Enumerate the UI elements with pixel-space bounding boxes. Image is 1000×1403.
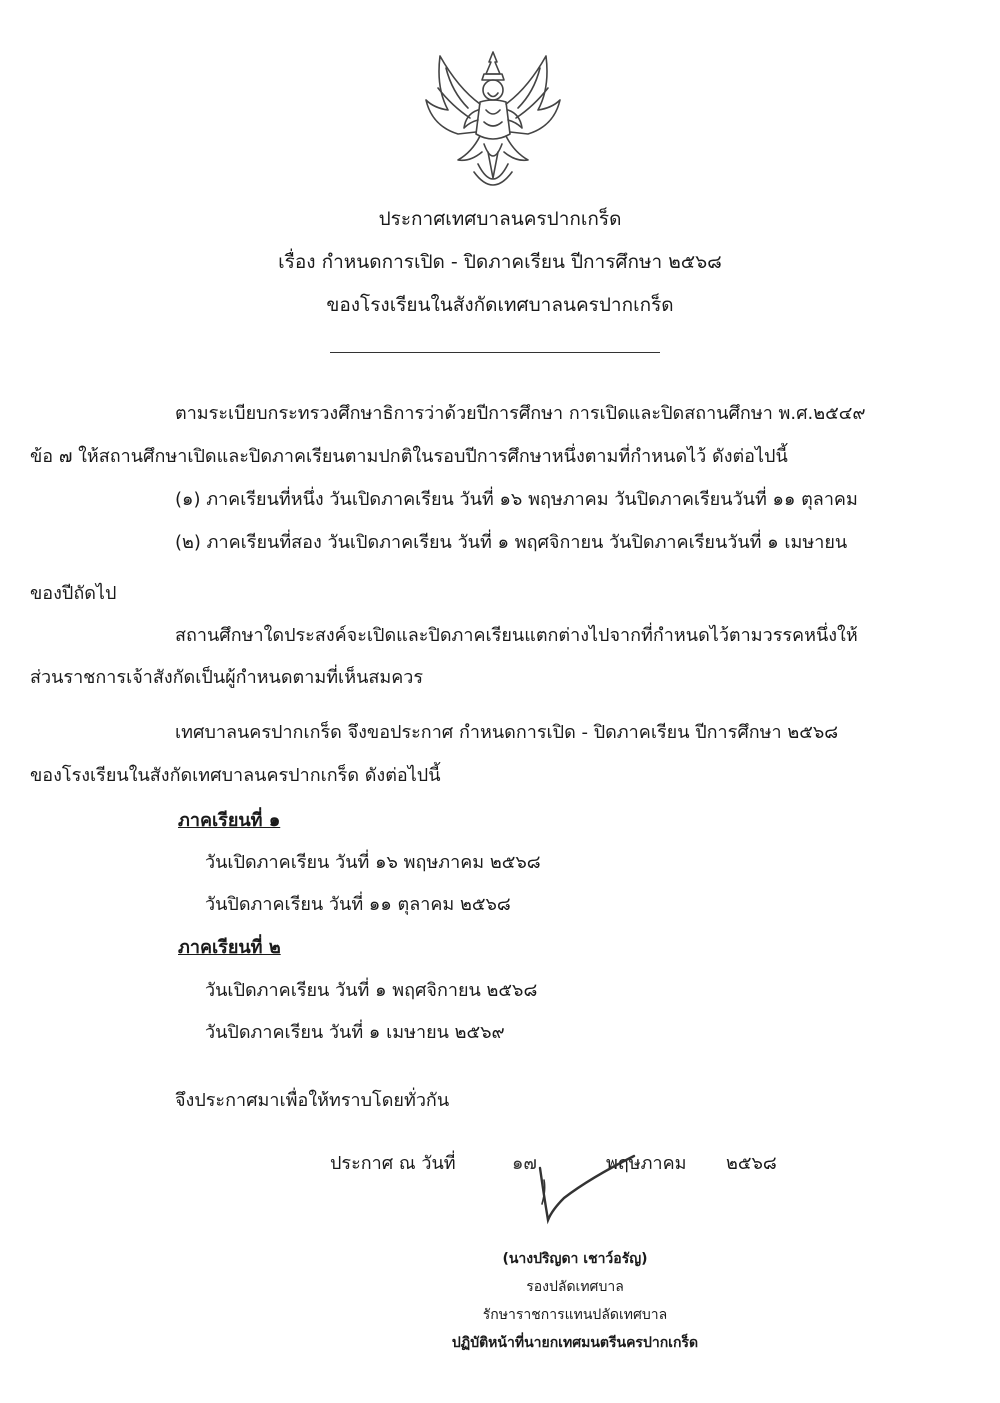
paragraph-2-line-2: ส่วนราชการเจ้าสังกัดเป็นผู้กำหนดตามที่เห็นสมควร bbox=[30, 667, 424, 688]
term-1-heading: ภาคเรียนที่ ๑ bbox=[178, 810, 281, 831]
term-rule-item-2: (๒) ภาคเรียนที่สอง วันเปิดภาคเรียน วันที่ ๑ พฤศจิกายน วันปิดภาคเรียนวันที่ ๑ เมษายน bbox=[175, 532, 848, 553]
paragraph-3-line-2: ของโรงเรียนในสังกัดเทศบาลนครปากเกร็ด ดังต่อไปนี้ bbox=[30, 765, 441, 786]
garuda-emblem-icon bbox=[418, 48, 568, 198]
announce-date-day: ๑๗ bbox=[512, 1153, 537, 1174]
term-rule-item-2-continued: ของปีถัดไป bbox=[30, 583, 117, 604]
title-line-1: ประกาศเทศบาลนครปากเกร็ด bbox=[378, 208, 622, 230]
title-line-3: ของโรงเรียนในสังกัดเทศบาลนครปากเกร็ด bbox=[326, 294, 674, 316]
announce-date-prefix: ประกาศ ณ วันที่ bbox=[330, 1153, 456, 1174]
paragraph-3-line-1: เทศบาลนครปากเกร็ด จึงขอประกาศ กำหนดการเปิด - ปิดภาคเรียน ปีการศึกษา ๒๕๖๘ bbox=[175, 722, 839, 743]
paragraph-1-line-2: ข้อ ๗ ให้สถานศึกษาเปิดและปิดภาคเรียนตามปกติในรอบปีการศึกษาหนึ่งตามที่กำหนดไว้ ดังต่อไปนี้ bbox=[30, 446, 788, 467]
signatory-position-1: รองปลัดเทศบาล bbox=[526, 1279, 624, 1295]
paragraph-2-line-1: สถานศึกษาใดประสงค์จะเปิดและปิดภาคเรียนแตกต่างไปจากที่กำหนดไว้ตามวรรคหนึ่งให้ bbox=[175, 625, 858, 646]
title-divider bbox=[330, 352, 660, 353]
signature-mark bbox=[530, 1150, 640, 1230]
paragraph-1-line-1: ตามระเบียบกระทรวงศึกษาธิการว่าด้วยปีการศึกษา การเปิดและปิดสถานศึกษา พ.ศ.๒๕๔๙ bbox=[175, 403, 866, 424]
term-rule-item-1: (๑) ภาคเรียนที่หนึ่ง วันเปิดภาคเรียน วันที่ ๑๖ พฤษภาคม วันปิดภาคเรียนวันที่ ๑๑ ตุลาคม bbox=[175, 489, 858, 510]
signatory-name: (นางปริญดา เชาว์อรัญ) bbox=[502, 1251, 648, 1267]
title-line-2: เรื่อง กำหนดการเปิด - ปิดภาคเรียน ปีการศึกษา ๒๕๖๘ bbox=[278, 251, 722, 273]
signatory-position-3: ปฏิบัติหน้าที่นายกเทศมนตรีนครปากเกร็ด bbox=[451, 1335, 699, 1351]
announce-date-year: ๒๕๖๘ bbox=[726, 1153, 777, 1174]
term-2-heading: ภาคเรียนที่ ๒ bbox=[178, 937, 281, 958]
term-2-close-date: วันปิดภาคเรียน วันที่ ๑ เมษายน ๒๕๖๙ bbox=[205, 1022, 505, 1043]
closing-announcement: จึงประกาศมาเพื่อให้ทราบโดยทั่วกัน bbox=[175, 1090, 450, 1111]
term-2-open-date: วันเปิดภาคเรียน วันที่ ๑ พฤศจิกายน ๒๕๖๘ bbox=[205, 980, 538, 1001]
term-1-open-date: วันเปิดภาคเรียน วันที่ ๑๖ พฤษภาคม ๒๕๖๘ bbox=[205, 852, 541, 873]
announce-date-month: พฤษภาคม bbox=[606, 1153, 687, 1174]
signatory-position-2: รักษาราชการแทนปลัดเทศบาล bbox=[482, 1307, 668, 1323]
term-1-close-date: วันปิดภาคเรียน วันที่ ๑๑ ตุลาคม ๒๕๖๘ bbox=[205, 894, 511, 915]
